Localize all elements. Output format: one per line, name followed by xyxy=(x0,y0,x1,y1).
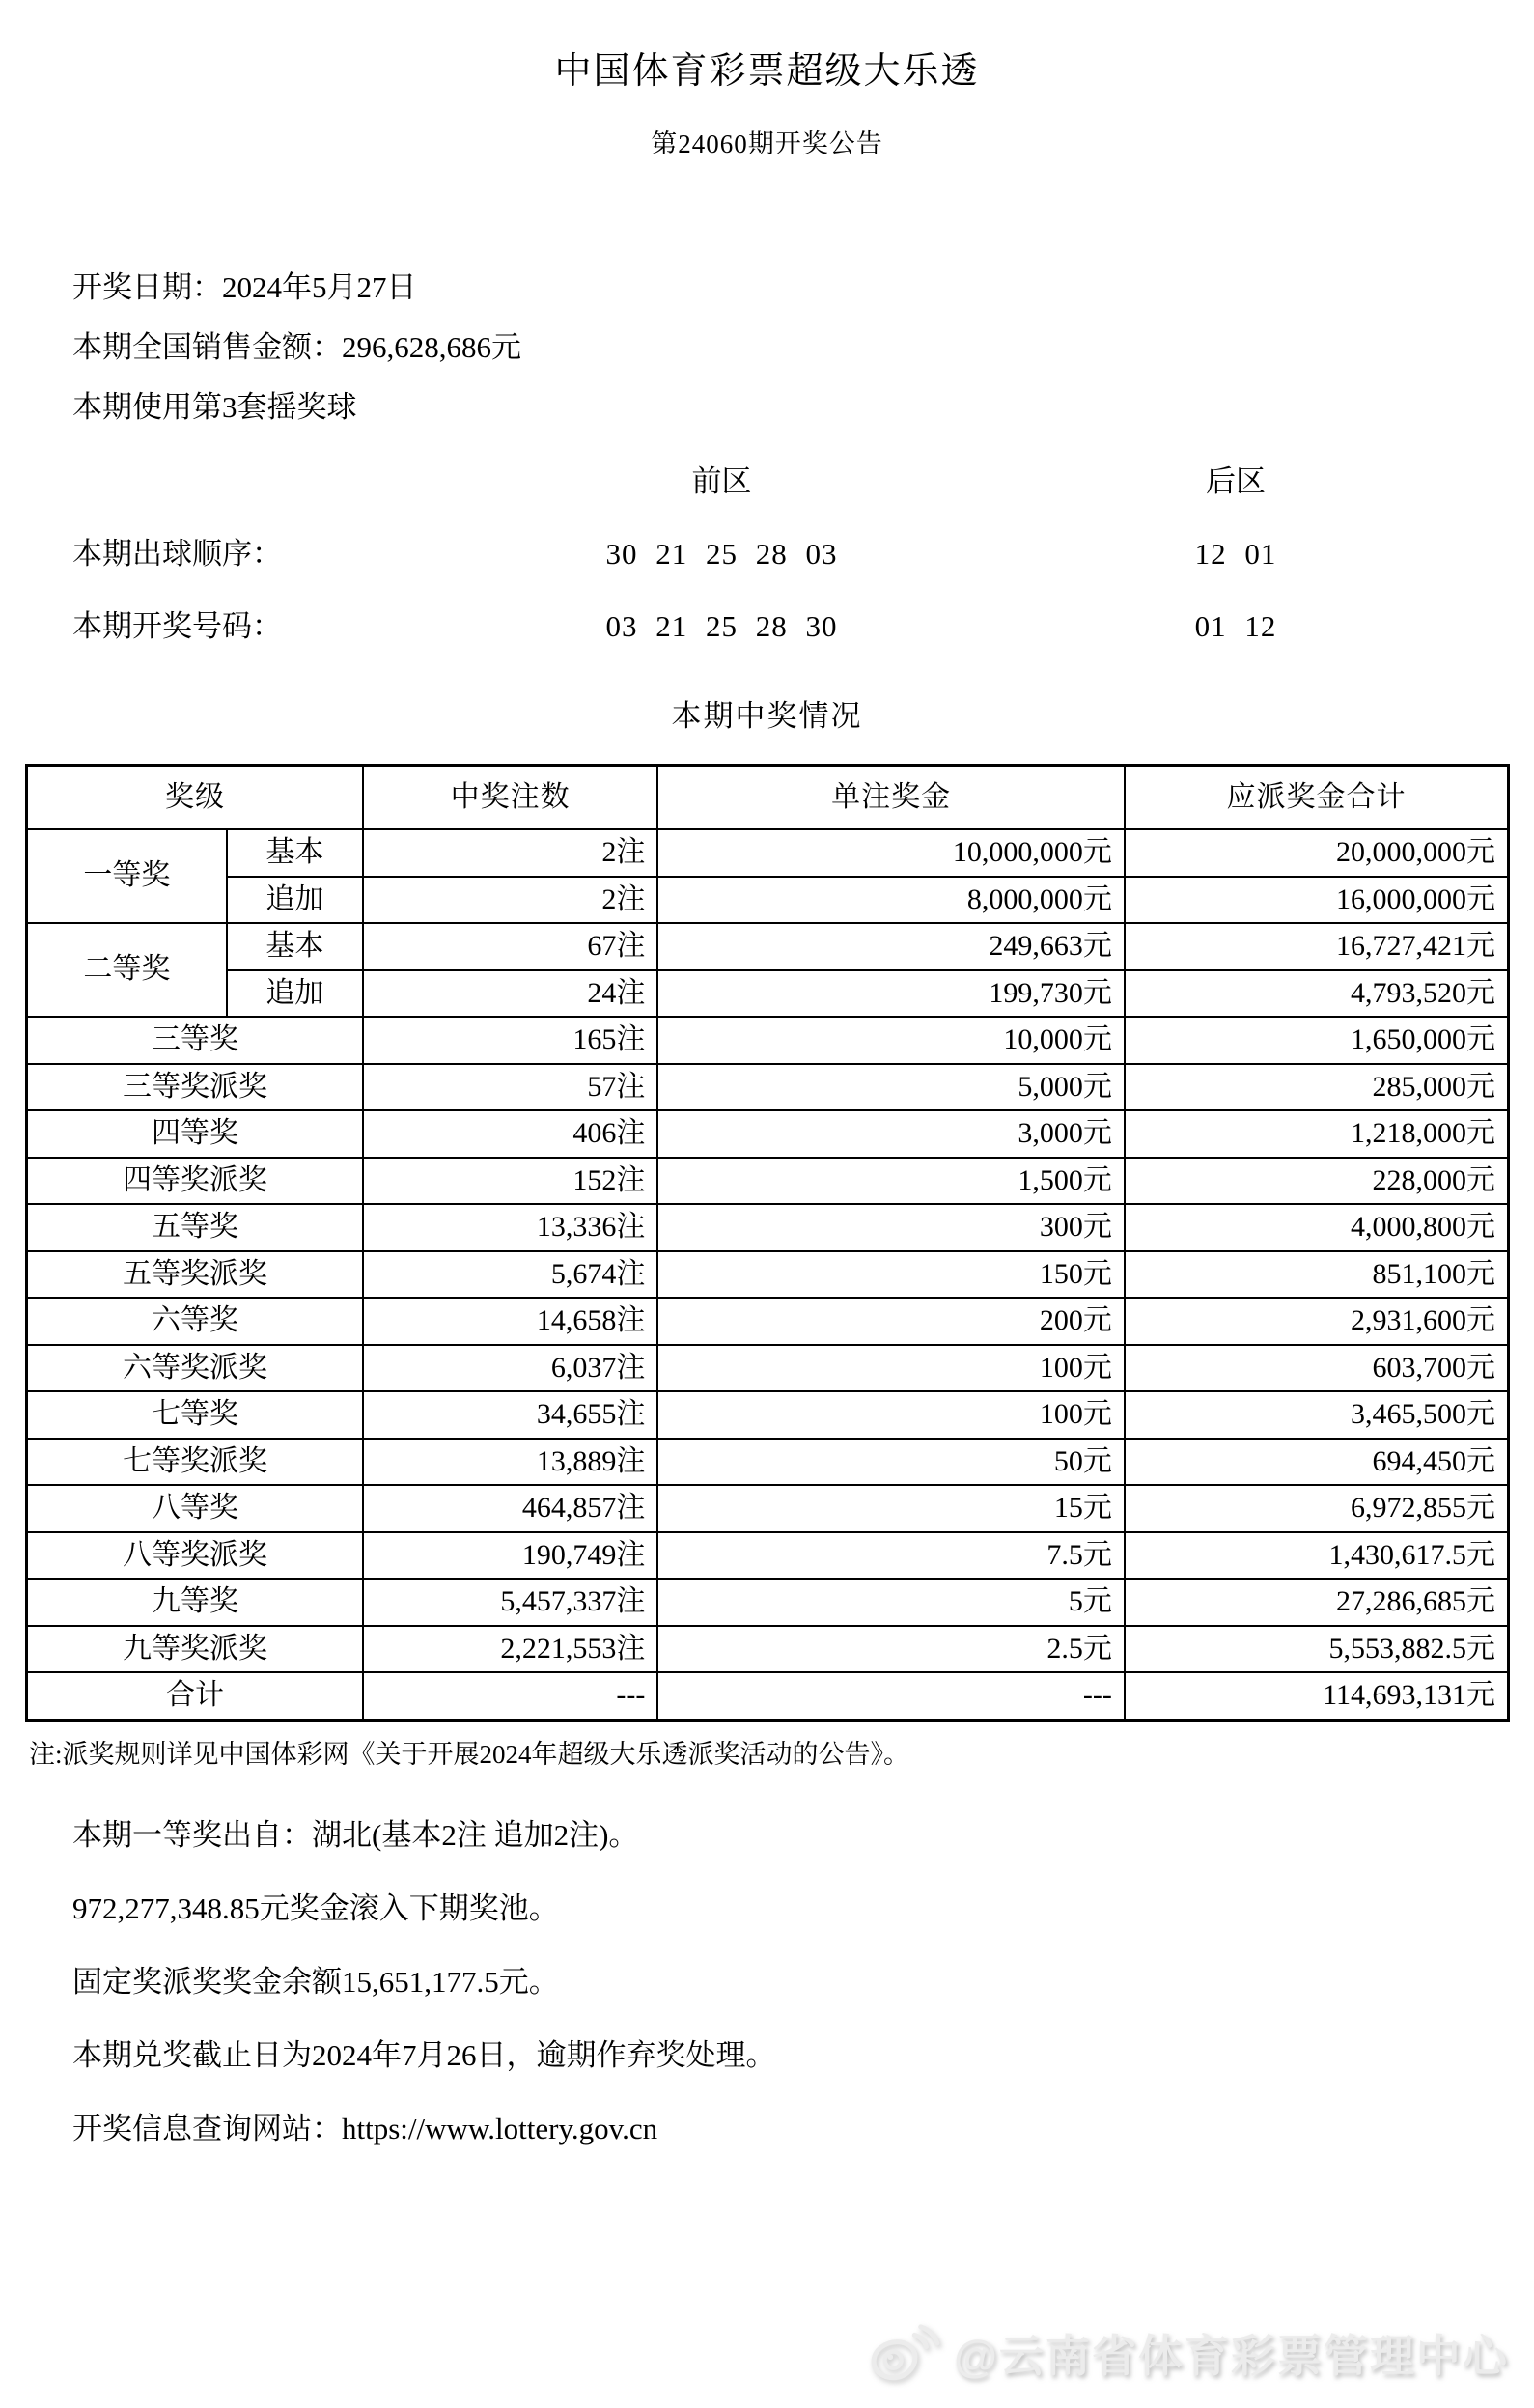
single-prize-cell: 10,000元 xyxy=(657,1017,1125,1064)
count-cell: --- xyxy=(363,1672,657,1720)
prize-level-cell: 五等奖 xyxy=(27,1204,363,1251)
winning-numbers-row xyxy=(72,611,1534,641)
count-cell: 67注 xyxy=(363,923,657,970)
prize-row-first-add xyxy=(27,877,1509,924)
watermark-handle: @云南省体育彩票管理中心 xyxy=(954,2331,1509,2381)
draw-order-front-numbers: 30 21 25 28 03 xyxy=(605,537,838,571)
prize-row-second-add xyxy=(27,970,1509,1018)
single-prize-cell: 150元 xyxy=(657,1251,1125,1299)
page-subtitle: 第24060期开奖公告 xyxy=(651,129,883,158)
total-prize-cell: 1,430,617.5元 xyxy=(1125,1532,1509,1580)
prize-level-cell: 五等奖派奖 xyxy=(27,1251,363,1299)
prize-row-first-basic xyxy=(27,829,1509,877)
prize-level-cell: 四等奖派奖 xyxy=(27,1158,363,1205)
single-prize-cell: 15元 xyxy=(657,1485,1125,1532)
prize-row xyxy=(27,1391,1509,1439)
prize-level-cell: 九等奖派奖 xyxy=(27,1626,363,1673)
draw-date-line: 开奖日期：2024年5月27日 xyxy=(72,270,417,304)
prize-row xyxy=(27,1017,1509,1064)
prize-level-cell: 六等奖派奖 xyxy=(27,1345,363,1392)
prize-level-cell: 三等奖 xyxy=(27,1017,363,1064)
total-prize-cell: 1,650,000元 xyxy=(1125,1017,1509,1064)
count-cell: 165注 xyxy=(363,1017,657,1064)
prize-row xyxy=(27,1439,1509,1486)
prize-level-cell: 七等奖 xyxy=(27,1391,363,1439)
count-cell: 14,658注 xyxy=(363,1298,657,1345)
count-cell: 57注 xyxy=(363,1064,657,1111)
total-prize-cell: 851,100元 xyxy=(1125,1251,1509,1299)
single-prize-cell: 100元 xyxy=(657,1345,1125,1392)
query-website-line: 开奖信息查询网站：https://www.lottery.gov.cn xyxy=(72,2111,658,2145)
prize-level-cell: 三等奖派奖 xyxy=(27,1064,363,1111)
page-title: 中国体育彩票超级大乐透 xyxy=(554,51,980,92)
total-prize-cell: 16,727,421元 xyxy=(1125,923,1509,970)
total-prize-cell: 114,693,131元 xyxy=(1125,1672,1509,1720)
draw-info-block xyxy=(72,272,1534,422)
total-prize-cell: 2,931,600元 xyxy=(1125,1298,1509,1345)
sub-type-cell: 基本 xyxy=(227,923,363,970)
fixed-prize-balance-line: 固定奖派奖奖金余额15,651,177.5元。 xyxy=(72,1964,559,1999)
total-prize-cell: 228,000元 xyxy=(1125,1158,1509,1205)
single-prize-cell: 249,663元 xyxy=(657,923,1125,970)
prize-row xyxy=(27,1345,1509,1392)
prize-table-header-row xyxy=(27,766,1509,830)
first-prize-origin-line: 本期一等奖出自：湖北(基本2注 追加2注)。 xyxy=(72,1817,639,1852)
single-prize-cell: 200元 xyxy=(657,1298,1125,1345)
count-cell: 152注 xyxy=(363,1158,657,1205)
header-level: 奖级 xyxy=(27,766,363,830)
single-prize-cell: 10,000,000元 xyxy=(657,829,1125,877)
back-zone-label: 后区 xyxy=(1206,464,1266,498)
count-cell: 190,749注 xyxy=(363,1532,657,1580)
total-prize-cell: 27,286,685元 xyxy=(1125,1579,1509,1626)
prize-row-total xyxy=(27,1672,1509,1720)
ball-set-line: 本期使用第3套摇奖球 xyxy=(72,390,357,424)
winning-front-numbers: 03 21 25 28 30 xyxy=(605,609,838,643)
single-prize-cell: 7.5元 xyxy=(657,1532,1125,1580)
single-prize-cell: 8,000,000元 xyxy=(657,877,1125,924)
total-prize-cell: 285,000元 xyxy=(1125,1064,1509,1111)
total-prize-cell: 16,000,000元 xyxy=(1125,877,1509,924)
count-cell: 5,674注 xyxy=(363,1251,657,1299)
prize-level-cell: 八等奖 xyxy=(27,1485,363,1532)
draw-order-row xyxy=(72,539,1534,569)
prize-row xyxy=(27,1579,1509,1626)
single-prize-cell: 50元 xyxy=(657,1439,1125,1486)
total-prize-cell: 3,465,500元 xyxy=(1125,1391,1509,1439)
prize-row xyxy=(27,1064,1509,1111)
total-prize-cell: 4,000,800元 xyxy=(1125,1204,1509,1251)
single-prize-cell: --- xyxy=(657,1672,1125,1720)
front-zone-label: 前区 xyxy=(691,464,752,498)
winning-back-numbers: 01 12 xyxy=(1194,609,1277,643)
prize-level-cell: 一等奖 xyxy=(27,829,227,923)
count-cell: 34,655注 xyxy=(363,1391,657,1439)
watermark xyxy=(871,2321,1509,2385)
count-cell: 13,889注 xyxy=(363,1439,657,1486)
count-cell: 13,336注 xyxy=(363,1204,657,1251)
single-prize-cell: 2.5元 xyxy=(657,1626,1125,1673)
header-total-prize: 应派奖金合计 xyxy=(1125,766,1509,830)
prize-rule-note: 注:派奖规则详见中国体彩网《关于开展2024年超级大乐透派奖活动的公告》。 xyxy=(29,1739,909,1769)
count-cell: 5,457,337注 xyxy=(363,1579,657,1626)
prize-row xyxy=(27,1485,1509,1532)
prize-level-cell: 九等奖 xyxy=(27,1579,363,1626)
winning-numbers-label: 本期开奖号码： xyxy=(72,609,282,643)
footer-notes-block xyxy=(72,1819,1534,2144)
single-prize-cell: 1,500元 xyxy=(657,1158,1125,1205)
prize-level-cell: 合计 xyxy=(27,1672,363,1720)
header-single-prize: 单注奖金 xyxy=(657,766,1125,830)
single-prize-cell: 3,000元 xyxy=(657,1110,1125,1158)
single-prize-cell: 100元 xyxy=(657,1391,1125,1439)
count-cell: 24注 xyxy=(363,970,657,1018)
prize-table xyxy=(25,764,1510,1722)
prize-row xyxy=(27,1251,1509,1299)
sub-type-cell: 基本 xyxy=(227,829,363,877)
prize-level-cell: 七等奖派奖 xyxy=(27,1439,363,1486)
count-cell: 406注 xyxy=(363,1110,657,1158)
total-prize-cell: 20,000,000元 xyxy=(1125,829,1509,877)
draw-order-label: 本期出球顺序： xyxy=(72,537,282,571)
count-cell: 6,037注 xyxy=(363,1345,657,1392)
zone-header-row xyxy=(72,466,1534,496)
total-prize-cell: 5,553,882.5元 xyxy=(1125,1626,1509,1673)
total-prize-cell: 1,218,000元 xyxy=(1125,1110,1509,1158)
prize-level-cell: 二等奖 xyxy=(27,923,227,1017)
prize-row xyxy=(27,1158,1509,1205)
sub-type-cell: 追加 xyxy=(227,877,363,924)
prize-row-second-basic xyxy=(27,923,1509,970)
prize-row xyxy=(27,1204,1509,1251)
draw-order-back-numbers: 12 01 xyxy=(1194,537,1277,571)
count-cell: 2注 xyxy=(363,877,657,924)
total-prize-cell: 6,972,855元 xyxy=(1125,1485,1509,1532)
prize-row xyxy=(27,1110,1509,1158)
single-prize-cell: 199,730元 xyxy=(657,970,1125,1018)
prize-row xyxy=(27,1532,1509,1580)
total-prize-cell: 4,793,520元 xyxy=(1125,970,1509,1018)
weibo-icon xyxy=(871,2324,940,2382)
single-prize-cell: 5,000元 xyxy=(657,1064,1125,1111)
prize-section-title: 本期中奖情况 xyxy=(671,699,863,733)
count-cell: 2注 xyxy=(363,829,657,877)
prize-level-cell: 八等奖派奖 xyxy=(27,1532,363,1580)
count-cell: 464,857注 xyxy=(363,1485,657,1532)
prize-level-cell: 六等奖 xyxy=(27,1298,363,1345)
prize-row xyxy=(27,1298,1509,1345)
total-prize-cell: 694,450元 xyxy=(1125,1439,1509,1486)
header-count: 中奖注数 xyxy=(363,766,657,830)
prize-level-cell: 四等奖 xyxy=(27,1110,363,1158)
redeem-deadline-line: 本期兑奖截止日为2024年7月26日，逾期作弃奖处理。 xyxy=(72,2037,776,2072)
sub-type-cell: 追加 xyxy=(227,970,363,1018)
single-prize-cell: 300元 xyxy=(657,1204,1125,1251)
prize-row xyxy=(27,1626,1509,1673)
single-prize-cell: 5元 xyxy=(657,1579,1125,1626)
rollover-line: 972,277,348.85元奖金滚入下期奖池。 xyxy=(72,1890,559,1925)
total-prize-cell: 603,700元 xyxy=(1125,1345,1509,1392)
count-cell: 2,221,553注 xyxy=(363,1626,657,1673)
sales-amount-line: 本期全国销售金额：296,628,686元 xyxy=(72,330,521,364)
